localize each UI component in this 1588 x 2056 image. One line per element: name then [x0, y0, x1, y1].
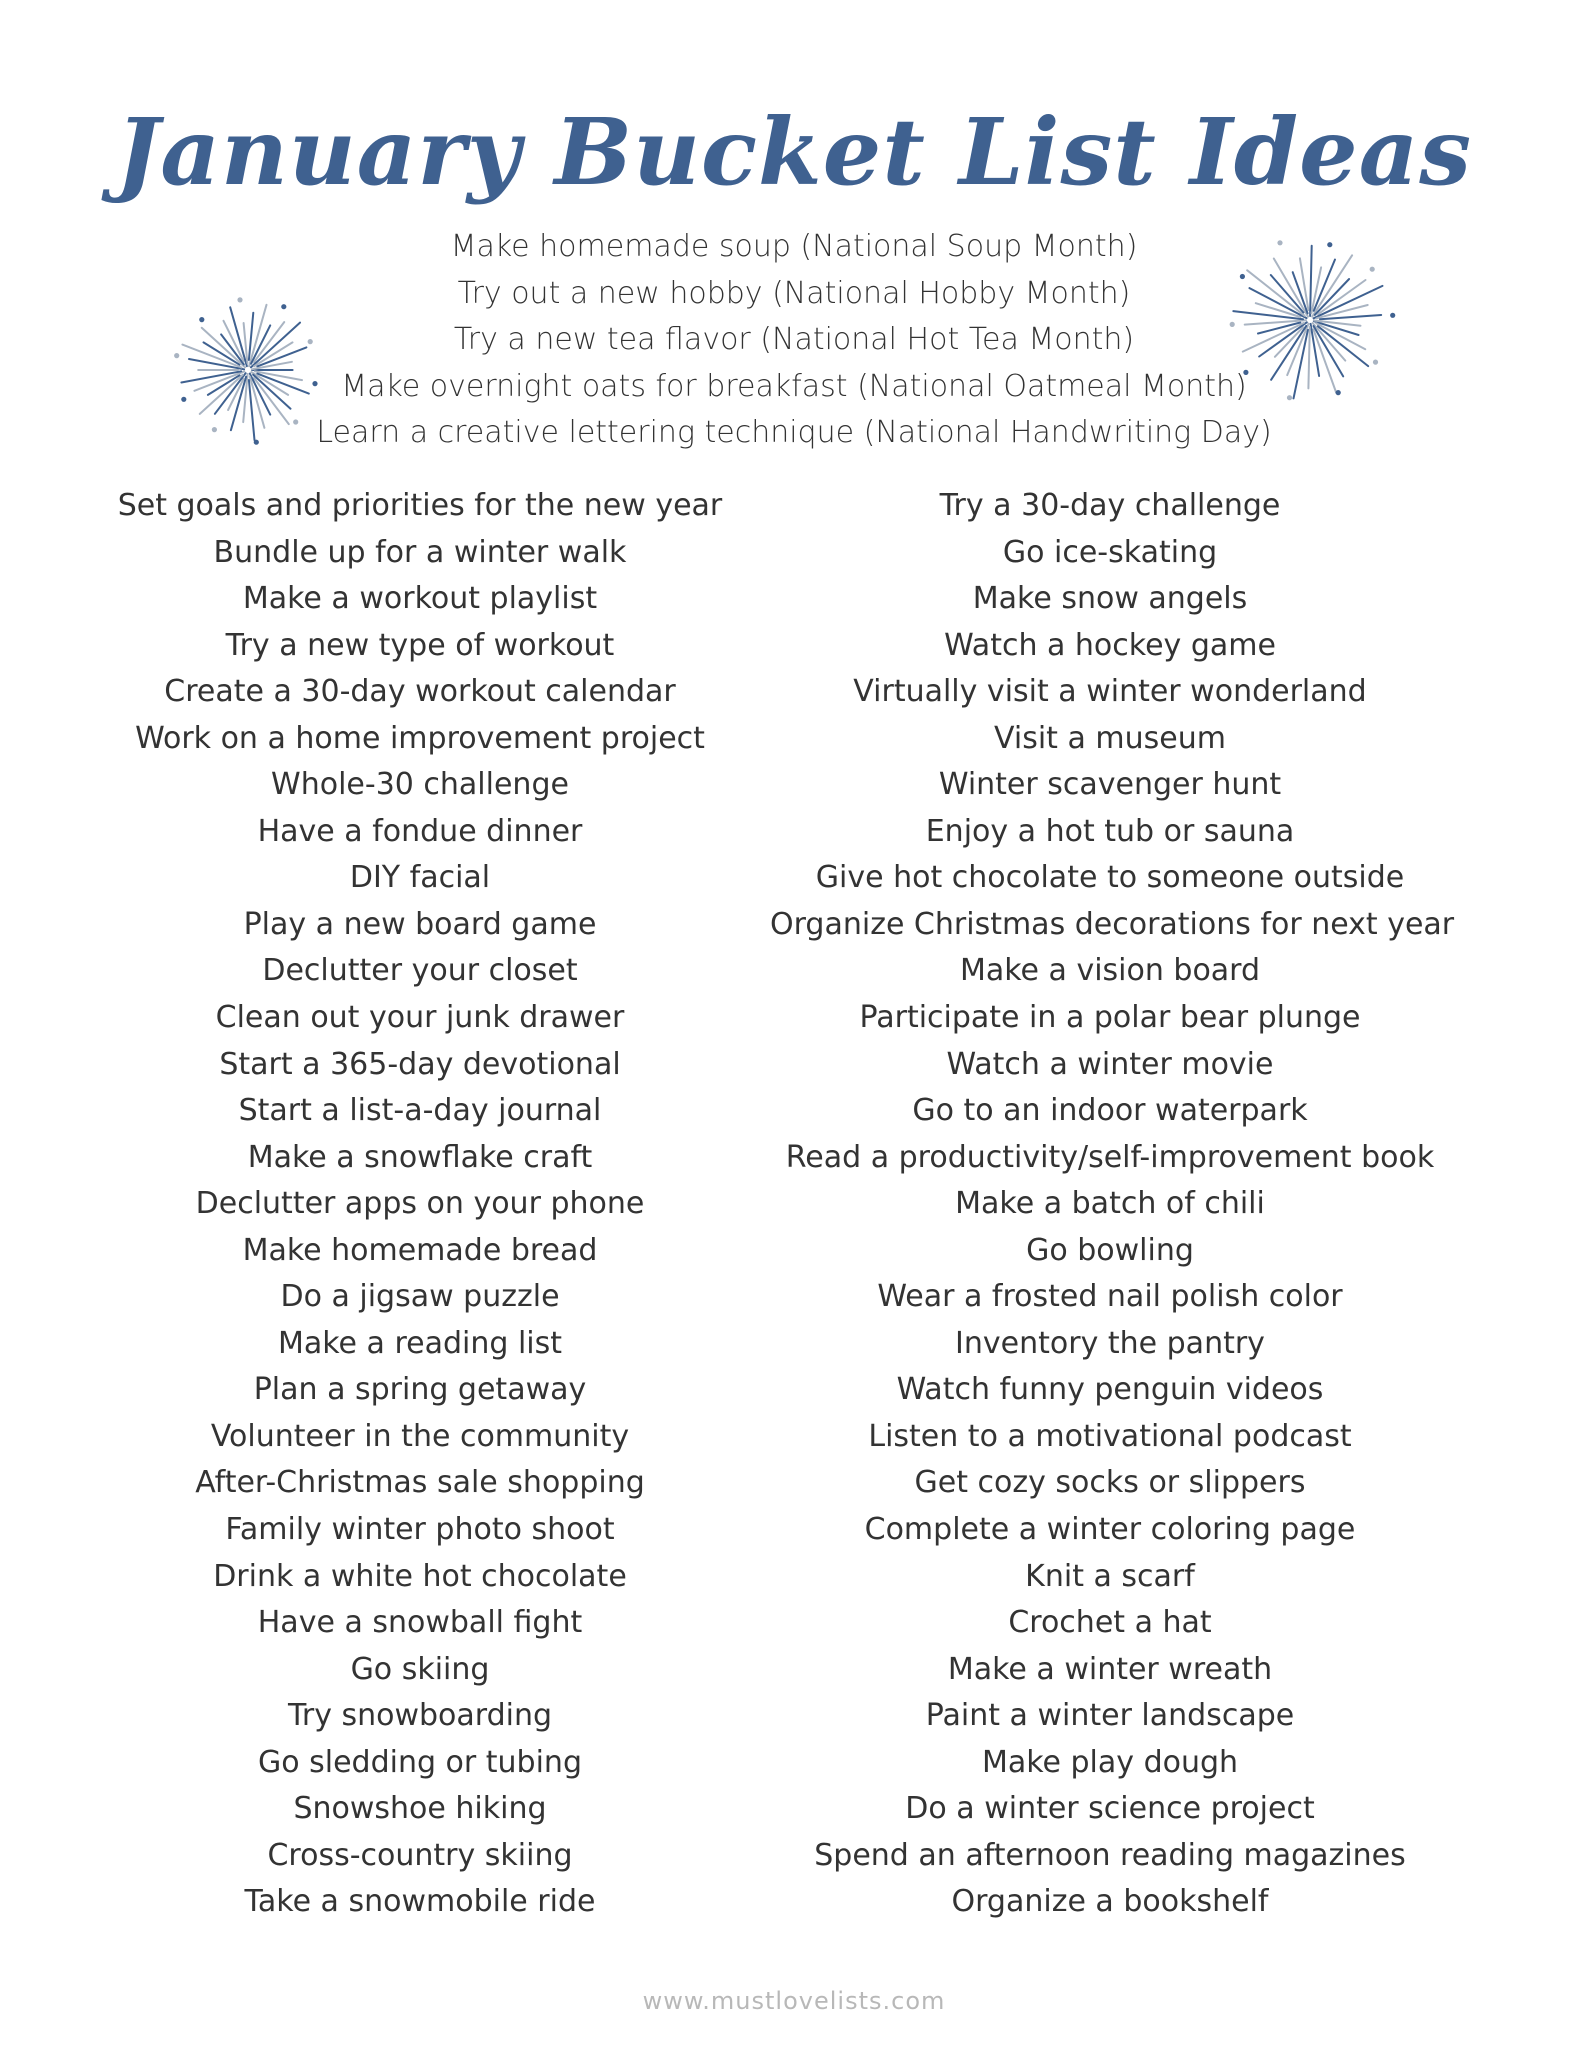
list-item: Knit a scarf [1025, 1558, 1195, 1594]
firework-dot [174, 353, 179, 358]
firework-ray [189, 359, 244, 369]
list-item: Set goals and priorities for the new year [117, 488, 723, 523]
list-item: Get cozy socks or slippers [914, 1465, 1306, 1501]
list-item: Do a winter science project [905, 1791, 1315, 1827]
list-item: Make homemade bread [242, 1232, 598, 1268]
list-item: Snowshoe hiking [293, 1791, 547, 1827]
list-item: Virtually visit a winter wonderland [853, 674, 1367, 710]
list-item: Do a jigsaw puzzle [280, 1279, 560, 1315]
list-item: Volunteer in the community [210, 1418, 630, 1454]
list-item: Make a snowflake craft [247, 1139, 593, 1175]
list-item: Bundle up for a winter walk [213, 534, 627, 570]
list-item: Make a workout playlist [242, 581, 598, 617]
firework-dot [1373, 360, 1378, 365]
list-item: Family winter photo shoot [225, 1512, 615, 1548]
list-item: Paint a winter landscape [925, 1698, 1295, 1734]
list-item: Make a winter wreath [947, 1651, 1273, 1687]
list-item: Take a snowmobile ride [244, 1884, 596, 1920]
list-item: Start a list-a-day journal [238, 1093, 602, 1129]
list-item: Go skiing [350, 1651, 490, 1687]
list-item: Make a reading list [277, 1325, 563, 1361]
intro-item: Try a new tea flavor (National Hot Tea Month) [453, 322, 1135, 358]
list-item: Organize a bookshelf [951, 1884, 1269, 1920]
list-item: Make a vision board [959, 953, 1261, 989]
list-item: Watch a winter movie [946, 1046, 1274, 1082]
list-item: Winter scavenger hunt [938, 767, 1282, 803]
list-item: Make a batch of chili [955, 1186, 1265, 1222]
firework-dot [181, 397, 186, 402]
list-item: Try a 30-day challenge [939, 488, 1281, 523]
list-item: Start a 365-day devotional [219, 1046, 621, 1082]
list-item: Play a new board game [243, 906, 597, 942]
list-item: Complete a winter coloring page [864, 1512, 1356, 1548]
list-item: Clean out your junk drawer [215, 1000, 625, 1036]
list-item: Spend an afternoon reading magazines [814, 1837, 1406, 1873]
list-item: Plan a spring getaway [253, 1372, 587, 1408]
list-item: Have a snowball fight [257, 1605, 583, 1641]
list-item: DIY facial [349, 860, 491, 896]
list-item: Declutter your closet [262, 953, 578, 989]
list-item: Declutter apps on your phone [195, 1186, 645, 1222]
list-item: Visit a museum [994, 720, 1226, 756]
list-item: Watch funny penguin videos [896, 1372, 1324, 1408]
intro-list [250, 224, 1338, 457]
intro-item: Make homemade soup (National Soup Month) [450, 229, 1138, 264]
list-item: Try a new type of workout [225, 627, 615, 663]
list-item: Make play dough [981, 1744, 1239, 1780]
firework-dot [212, 427, 217, 432]
firework-dot [237, 297, 242, 302]
list-item: Enjoy a hot tub or sauna [925, 813, 1295, 849]
list-item: Drink a white hot chocolate [213, 1558, 627, 1594]
list-item: Inventory the pantry [955, 1325, 1265, 1361]
list-item: Participate in a polar bear plunge [859, 1000, 1361, 1036]
list-item: Work on a home improvement project [135, 720, 705, 756]
list-item: Give hot chocolate to someone outside [815, 860, 1405, 896]
page-title: January Bucket List Ideas [115, 98, 1473, 206]
list-item: Crochet a hat [1008, 1605, 1212, 1641]
list-item: Wear a frosted nail polish color [877, 1279, 1343, 1315]
list-item: After-Christmas sale shopping [195, 1465, 645, 1501]
list-item: Cross-country skiing [267, 1837, 573, 1873]
list-item: Read a productivity/self-improvement book [785, 1139, 1435, 1175]
list-item: Watch a hockey game [944, 627, 1276, 663]
list-item: Go sledding or tubing [257, 1744, 582, 1780]
list-item: Organize Christmas decorations for next year [770, 906, 1455, 942]
list-item: Go to an indoor waterpark [912, 1093, 1308, 1129]
list-item: Have a fondue dinner [257, 813, 583, 849]
list-item: Create a 30-day workout calendar [164, 674, 676, 710]
list-item: Go ice-skating [1002, 534, 1218, 570]
intro-item: Make overnight oats for breakfast (National Oatmeal Month) [341, 368, 1247, 404]
list-item: Listen to a motivational podcast [868, 1418, 1352, 1454]
right-column-list [770, 483, 1455, 1926]
firework-dot [1370, 267, 1375, 272]
left-column-list [100, 483, 740, 1926]
firework-dot [1390, 313, 1395, 318]
list-item: Go bowling [1026, 1232, 1194, 1268]
intro-item: Try out a new hobby (National Hobby Month) [457, 275, 1131, 311]
list-item: Make snow angels [972, 581, 1248, 617]
list-item: Try snowboarding [287, 1698, 553, 1734]
website-footer: www.mustlovelists.com [642, 1987, 946, 2015]
firework-dot [199, 317, 204, 322]
list-item: Whole-30 challenge [271, 767, 569, 803]
intro-item: Learn a creative lettering technique (National Handwriting Day) [316, 415, 1272, 451]
